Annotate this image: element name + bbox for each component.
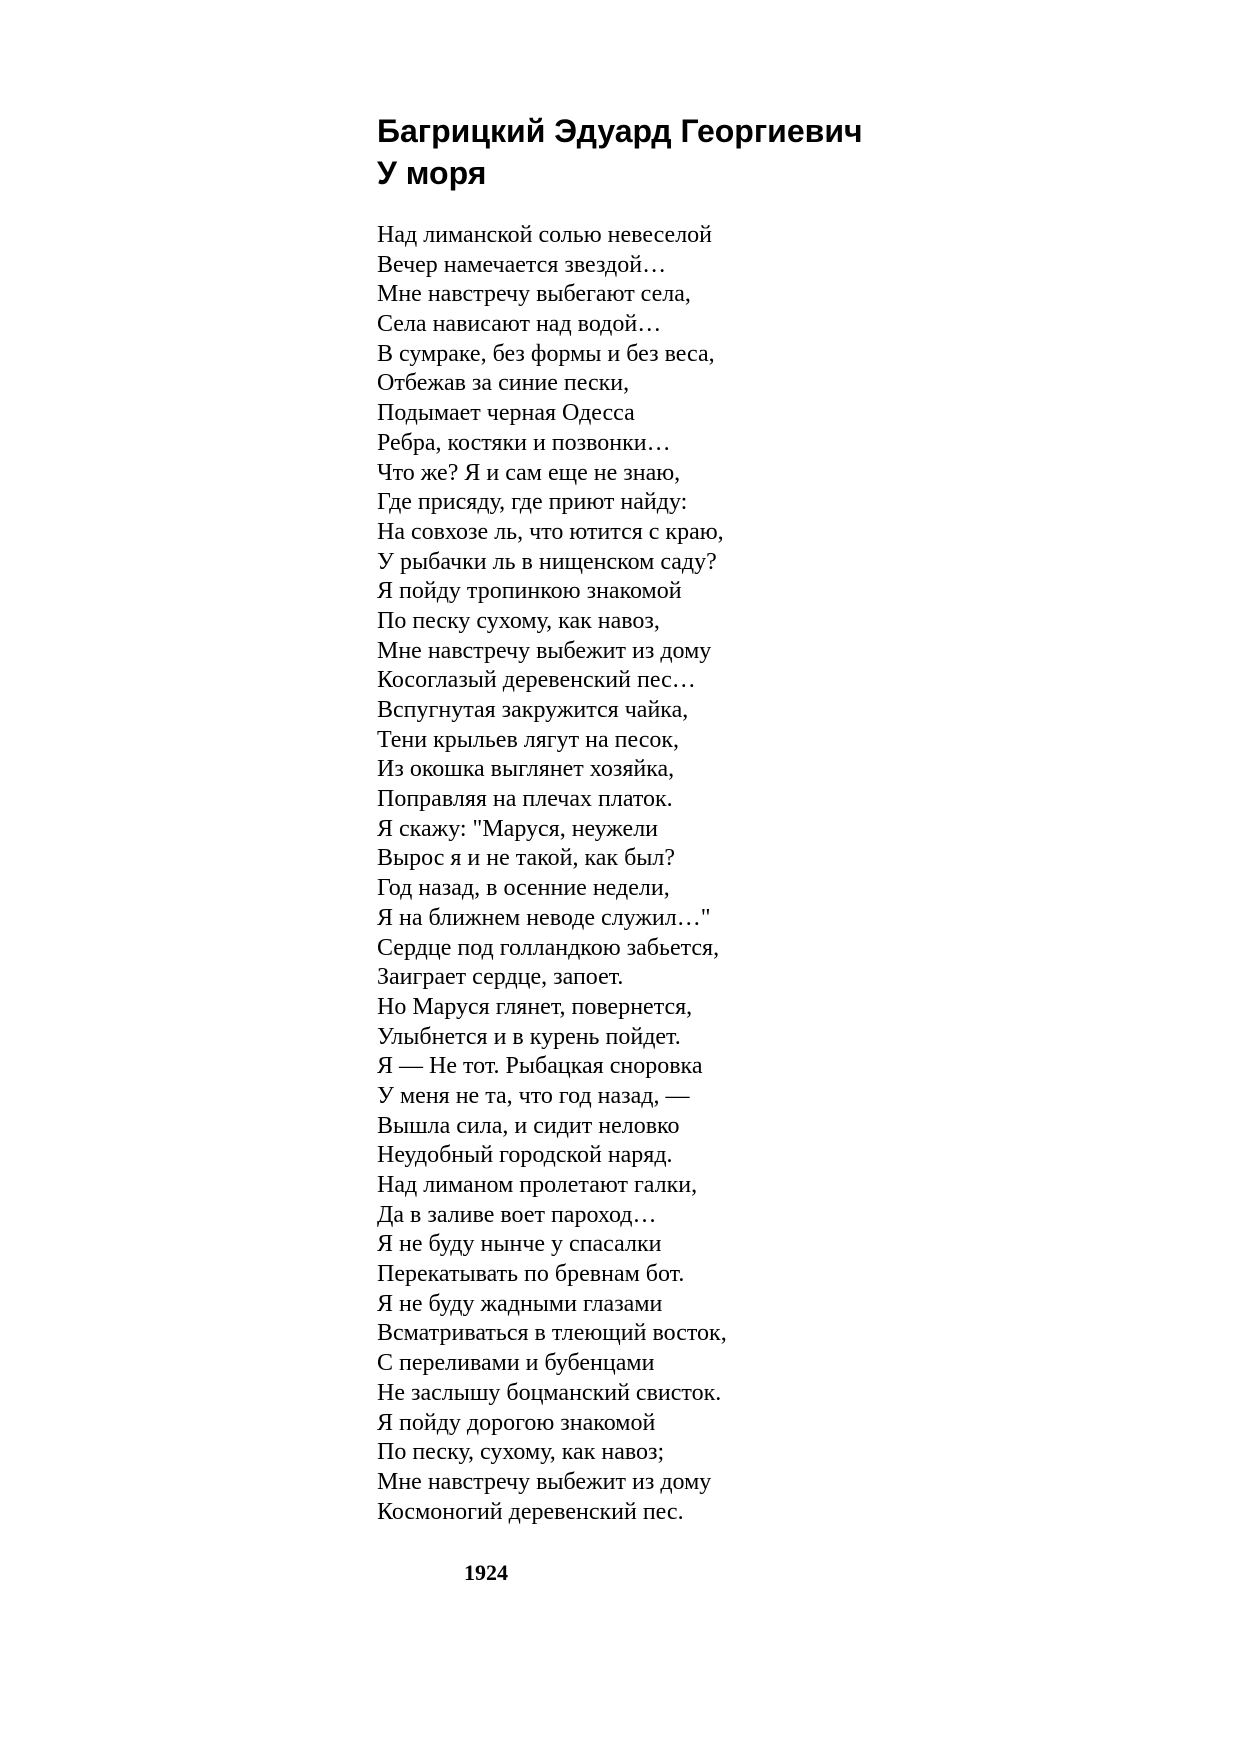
poem-line: Космоногий деревенский пес. — [377, 1498, 684, 1525]
poem-line: У меня не та, что год назад, — — [377, 1082, 690, 1109]
poem-line: Косоглазый деревенский пес… — [377, 667, 696, 694]
poem-line: Я — Не тот. Рыбацкая сноровка — [377, 1053, 703, 1080]
poem-line: Отбежав за синие пески, — [377, 370, 630, 397]
poem-line: Год назад, в осенние недели, — [377, 875, 670, 902]
poem-line: По песку, сухому, как навоз; — [377, 1439, 665, 1466]
poem-line: Что же? Я и сам еще не знаю, — [377, 459, 681, 486]
poem-line: У рыбачки ль в нищенском саду? — [377, 548, 717, 575]
poem-body — [377, 221, 727, 1527]
poem-line: По песку сухому, как навоз, — [377, 607, 660, 634]
poem-line: Мне навстречу выбежит из дому — [377, 637, 712, 664]
poem-year: 1924 — [464, 1560, 508, 1585]
poem-line: Над лиманом пролетают галки, — [377, 1172, 698, 1198]
poem-line: В сумраке, без формы и без веса, — [377, 340, 715, 367]
poem-line: Неудобный городской наряд. — [377, 1142, 673, 1169]
poem-line: Тени крыльев лягут на песок, — [377, 726, 680, 753]
poem-line: Я не буду нынче у спасалки — [377, 1231, 662, 1258]
poem-line: Я пойду дорогою знакомой — [377, 1409, 656, 1436]
poem-line: Подымает черная Одесса — [377, 400, 635, 427]
poem-line: Я на ближнем неводе служил…" — [377, 904, 711, 931]
poem-line: Перекатывать по бревнам бот. — [377, 1261, 685, 1288]
poem-line: Сердце под голландкою забьется, — [377, 934, 720, 961]
poem-line: Но Маруся глянет, повернется, — [377, 993, 693, 1020]
poem-line: Над лиманской солью невеселой — [377, 222, 713, 248]
poem-line: Вышла сила, и сидит неловко — [377, 1112, 680, 1139]
poem-line: Где присяду, где приют найду: — [377, 489, 688, 516]
poem-line: Вырос я и не такой, как был? — [377, 845, 676, 872]
poem-line: Я не буду жадными глазами — [377, 1290, 663, 1317]
poem-line: Мне навстречу выбежит из дому — [377, 1468, 712, 1495]
poem-line: С переливами и бубенцами — [377, 1350, 655, 1377]
poem-title: У моря — [377, 155, 487, 191]
poem-line: Улыбнется и в курень пойдет. — [377, 1023, 681, 1050]
poem-line: Всматриваться в тлеющий восток, — [377, 1320, 727, 1347]
poem-line: Поправляя на плечах платок. — [377, 786, 673, 813]
poem-line: Я пойду тропинкою знакомой — [377, 578, 682, 605]
poem-line: Заиграет сердце, запоет. — [377, 964, 624, 991]
poem-header — [377, 110, 863, 194]
poem-line: Села нависают над водой… — [377, 311, 662, 338]
poem-line: Не заслышу боцманский свисток. — [377, 1379, 722, 1406]
poem-line: Вечер намечается звездой… — [377, 251, 667, 278]
poem-line: Я скажу: "Маруся, неужели — [377, 815, 659, 842]
poem-line: Вспугнутая закружится чайка, — [377, 697, 689, 723]
poem-line: Ребра, костяки и позвонки… — [377, 429, 671, 456]
author-name: Багрицкий Эдуард Георгиевич — [377, 113, 863, 149]
poem-line: На совхозе ль, что ютится с краю, — [377, 518, 724, 545]
poem-line: Да в заливе воет пароход… — [377, 1201, 657, 1228]
poem-line: Мне навстречу выбегают села, — [377, 281, 691, 308]
poem-line: Из окошка выглянет хозяйка, — [377, 756, 675, 783]
